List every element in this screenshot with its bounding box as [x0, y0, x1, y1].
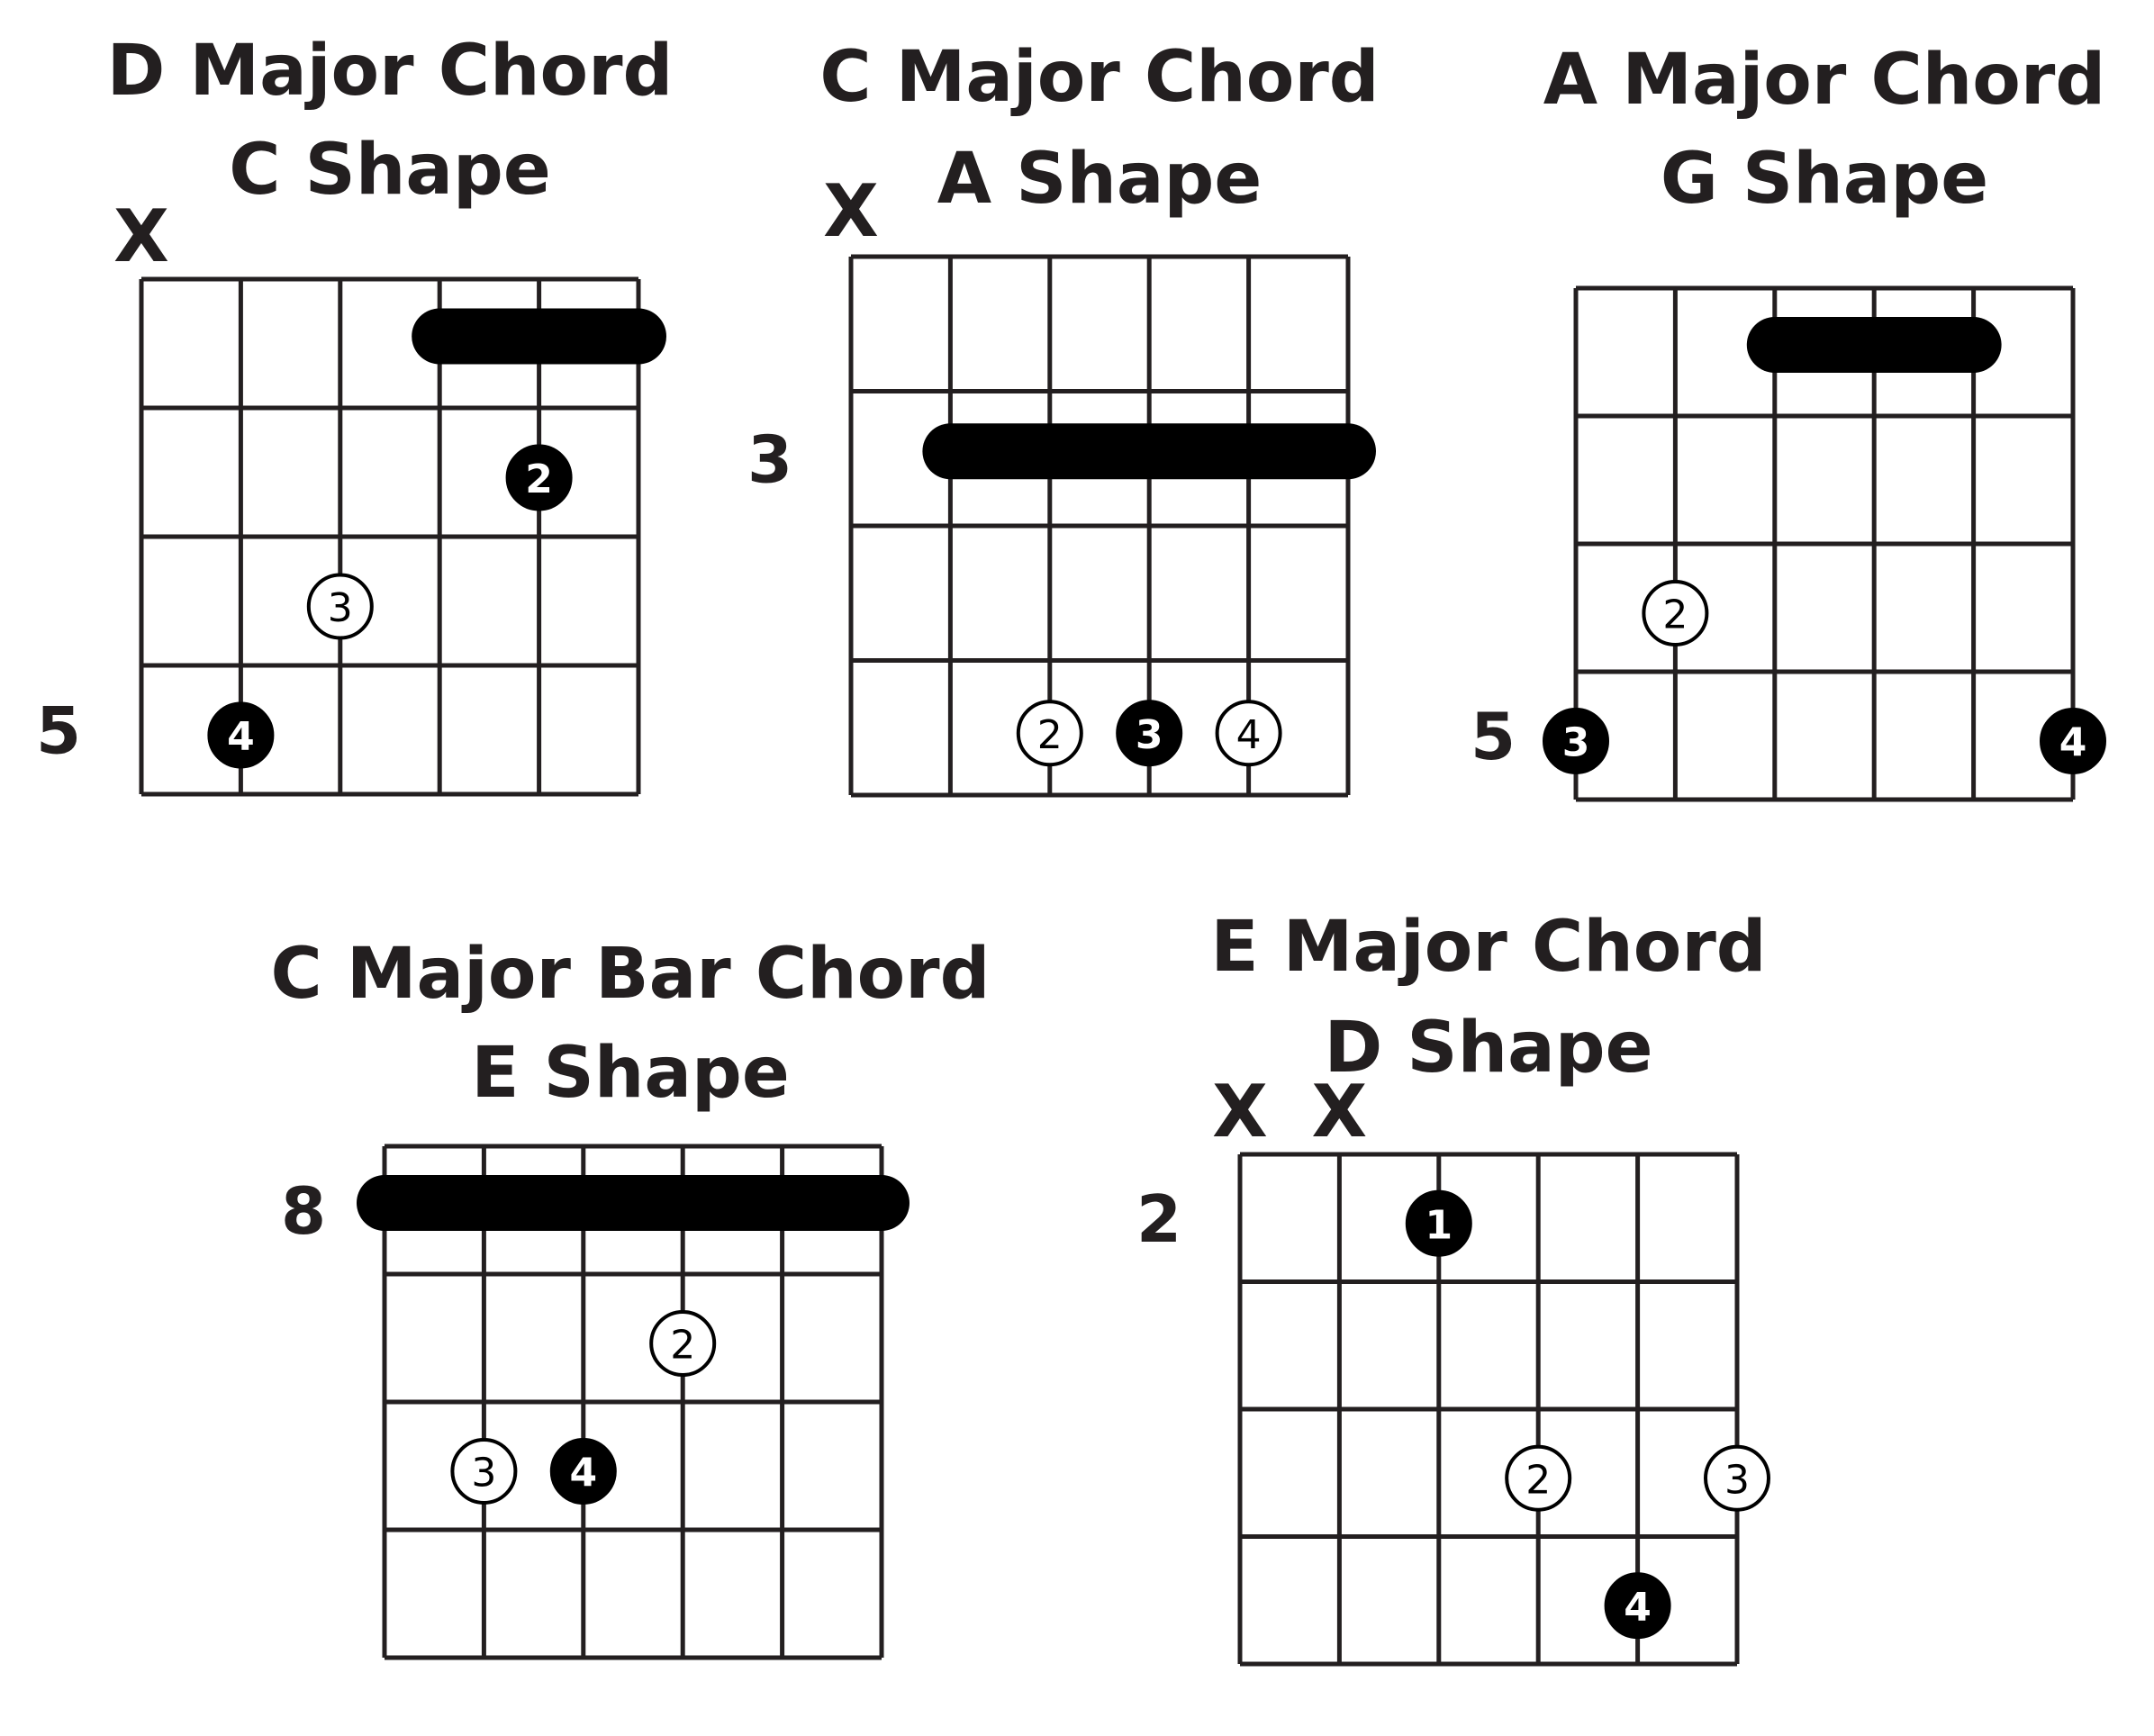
finger-number: 2 — [525, 457, 553, 502]
fret-number-label: 8 — [280, 1173, 327, 1249]
fret-number-label: 5 — [1470, 699, 1516, 774]
finger-number: 2 — [1036, 711, 1063, 758]
chord-shape-subtitle: G Shape — [1660, 139, 1989, 220]
finger-number: 2 — [670, 1322, 696, 1369]
finger-number: 4 — [227, 714, 255, 760]
chord-title: C Major Chord — [819, 37, 1380, 118]
chord-diagram-a-major — [1471, 40, 2105, 800]
finger-number: 3 — [1135, 711, 1163, 758]
fret-number-label: 5 — [35, 692, 82, 769]
chord-shape-subtitle: A Shape — [937, 139, 1263, 220]
chord-diagram-c-major-bar — [271, 934, 991, 1658]
finger-number: 3 — [327, 585, 353, 631]
chord-diagram-d-major — [36, 31, 673, 794]
chord-title: E Major Chord — [1210, 907, 1767, 988]
finger-number: 2 — [1525, 1457, 1552, 1504]
chord-diagram-c-major — [747, 37, 1380, 795]
chord-shape-subtitle: C Shape — [229, 130, 551, 211]
chord-diagram-e-major — [1136, 907, 1769, 1664]
muted-string-marker: X — [1212, 1070, 1268, 1153]
finger-number: 1 — [1425, 1202, 1453, 1249]
chord-title: D Major Chord — [106, 31, 674, 112]
muted-string-marker: X — [1311, 1070, 1368, 1153]
muted-string-marker: X — [113, 194, 169, 278]
finger-number: 3 — [1724, 1457, 1750, 1504]
finger-number: 2 — [1662, 592, 1688, 638]
fret-number-label: 2 — [1136, 1180, 1182, 1257]
chord-title: C Major Bar Chord — [270, 934, 991, 1015]
finger-number: 4 — [1235, 711, 1262, 758]
chord-shape-subtitle: D Shape — [1324, 1008, 1653, 1089]
finger-number: 3 — [1561, 719, 1590, 766]
muted-string-marker: X — [823, 169, 879, 253]
finger-number: 3 — [471, 1450, 497, 1496]
fret-number-label: 3 — [747, 421, 793, 498]
finger-number: 4 — [1624, 1584, 1652, 1631]
finger-number: 4 — [2059, 719, 2087, 766]
finger-number: 4 — [569, 1450, 598, 1496]
chord-title: A Major Chord — [1543, 40, 2106, 121]
chord-shape-subtitle: E Shape — [471, 1033, 790, 1114]
